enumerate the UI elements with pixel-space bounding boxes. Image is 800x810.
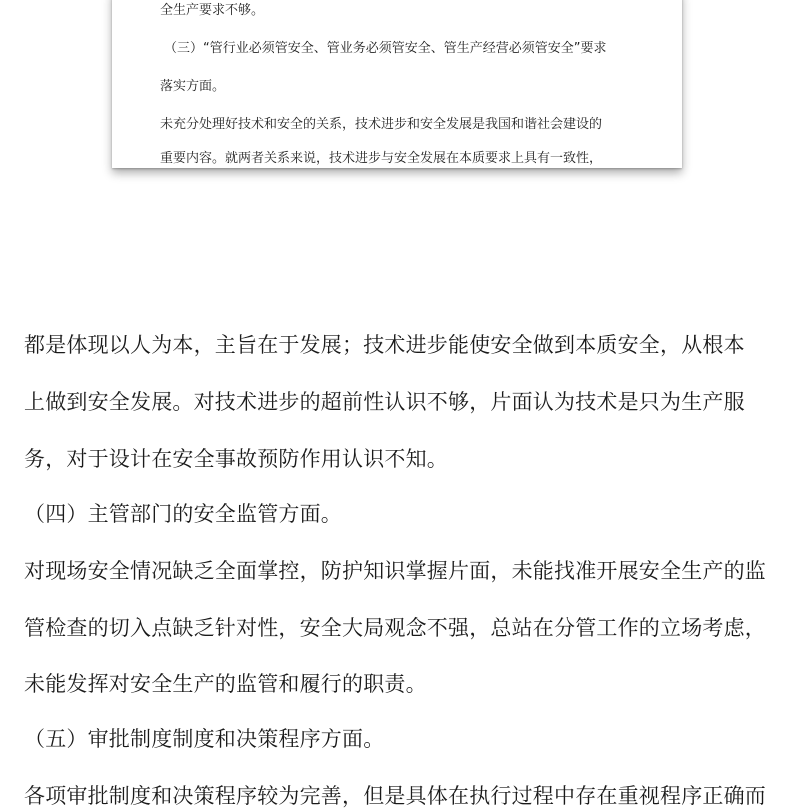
body-line-5: 对现场安全情况缺乏全面掌控，防护知识掌握片面，未能找准开展安全生产的监 xyxy=(24,559,766,583)
body-line-6: 管检查的切入点缺乏针对性，安全大局观念不强，总站在分管工作的立场考虑， xyxy=(24,616,766,640)
preview-line-5: 重要内容。就两者关系来说，技术进步与安全发展在本质要求上具有一致性， xyxy=(160,151,603,166)
body-line-9: 各项审批制度和决策程序较为完善，但是具体在执行过程中存在重视程序正确而 xyxy=(24,784,766,808)
section-heading-4: （四）主管部门的安全监管方面。 xyxy=(24,502,342,526)
body-line-1: 都是体现以人为本，主旨在于发展；技术进步能使安全做到本质安全，从根本 xyxy=(24,333,745,357)
body-line-2: 上做到安全发展。对技术进步的超前性认识不够，片面认为技术是只为生产服 xyxy=(24,390,745,414)
preview-line-3: 落实方面。 xyxy=(160,79,226,94)
section-heading-5: （五）审批制度制度和决策程序方面。 xyxy=(24,727,385,751)
preview-line-4: 未充分处理好技术和安全的关系，技术进步和安全发展是我国和谐社会建设的 xyxy=(160,117,603,132)
preview-line-1: 全生产要求不够。 xyxy=(160,3,265,18)
body-line-3: 务，对于设计在安全事故预防作用认识不知。 xyxy=(24,447,448,471)
body-line-7: 未能发挥对安全生产的监管和履行的职责。 xyxy=(24,672,427,696)
preview-line-2: （三）“管行业必须管安全、管业务必须管安全、管生产经营必须管安全”要求 xyxy=(164,41,607,56)
